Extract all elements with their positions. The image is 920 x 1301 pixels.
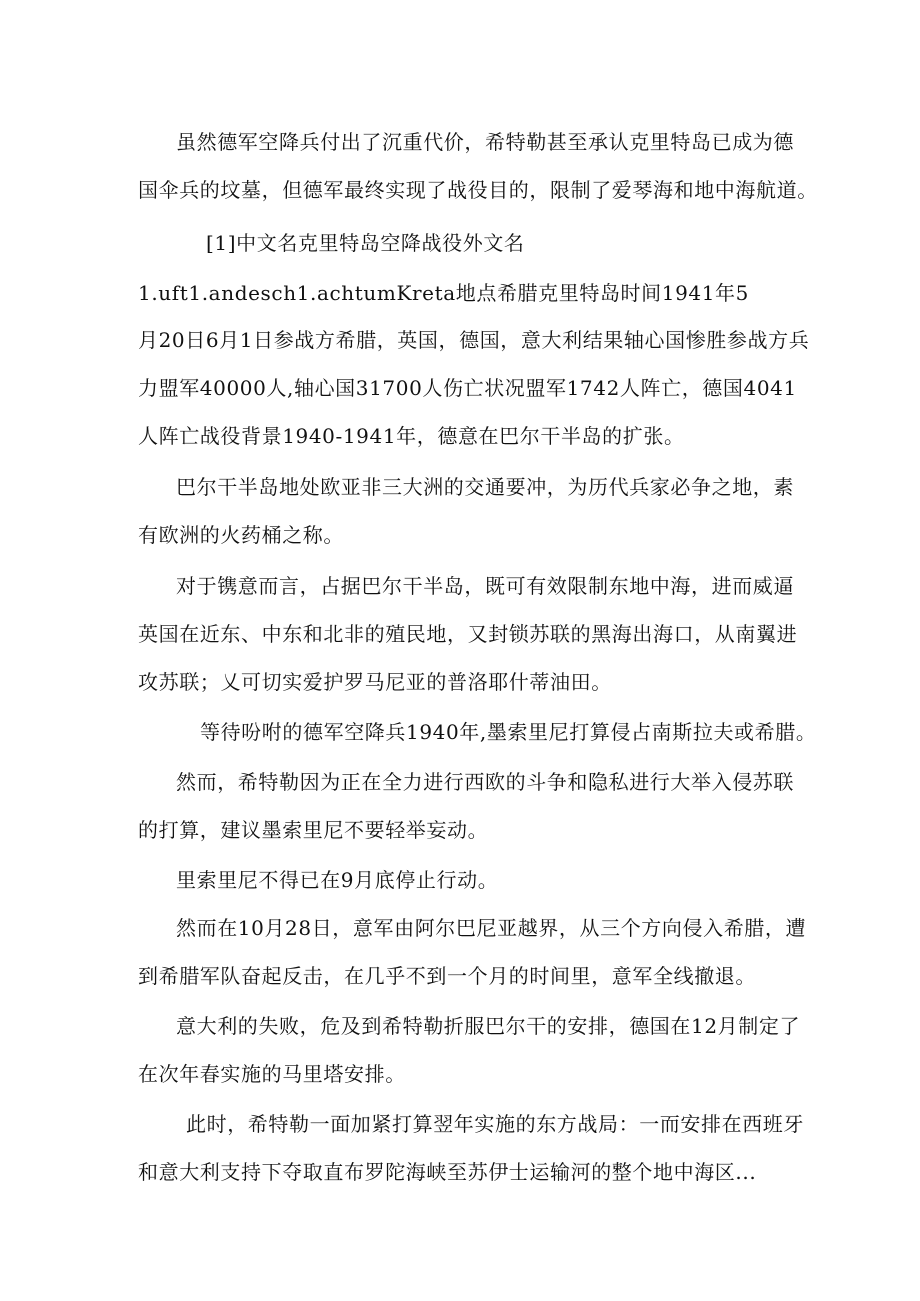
text-line: 然而，希特勒因为正在全力进行西欧的斗争和隐私进行大举入侵苏联 <box>176 770 794 794</box>
text-line: 月20日6月1日参战方希腊，英国，德国，意大利结果轴心国惨胜参战方兵 <box>138 328 810 352</box>
text-line: 在次年春实施的马里塔安排。 <box>138 1062 406 1086</box>
text-line: 人阵亡战役背景1940-1941年，德意在巴尔干半岛的扩张。 <box>138 424 685 448</box>
text-line: 有欧洲的火药桶之称。 <box>138 523 344 547</box>
text-line: 然而在10月28日，意军由阿尔巴尼亚越界，从三个方向侵入希腊，遭 <box>176 916 807 940</box>
text-line: 国伞兵的坟墓，但德军最终实现了战役目的，限制了爱琴海和地中海航道。 <box>138 178 818 202</box>
text-line: 的打算，建议墨索里尼不要轻举妄动。 <box>138 818 489 842</box>
text-line: 对于镌意而言，占据巴尔干半岛，既可有效限制东地中海，进而威逼 <box>176 574 794 598</box>
text-line: 英国在近东、中东和北非的殖民地，又封锁苏联的黑海出海口，从南翼进 <box>138 622 798 646</box>
text-line: 和意大利支持下夺取直布罗陀海峡至苏伊士运输河的整个地中海区... <box>138 1160 757 1184</box>
text-line: 虽然德军空降兵付出了沉重代价，希特勒甚至承认克里特岛已成为德 <box>176 130 794 154</box>
text-line: 此时，希特勒一面加紧打算翌年实施的东方战局：一而安排在西班牙 <box>186 1112 804 1136</box>
text-line: 力盟军40000人,轴心国31700人伤亡状况盟军1742人阵亡，德国4041 <box>138 376 797 400</box>
text-line: 攻苏联；乂可切实爱护罗马尼亚的普洛耶什蒂油田。 <box>138 670 612 694</box>
text-line: 等待吩咐的德军空降兵1940年,墨索里尼打算侵占南斯拉夫或希腊。 <box>200 720 817 744</box>
text-line: 巴尔干半岛地处欧亚非三大洲的交通要冲，为历代兵家必争之地，素 <box>176 475 794 499</box>
text-line: [1]中文名克里特岛空降战役外文名 <box>206 231 525 255</box>
text-line: 意大利的失败，危及到希特勒折服巴尔干的安排，德国在12月制定了 <box>176 1014 801 1038</box>
text-line: 里索里尼不得已在9月底停止行动。 <box>176 868 499 892</box>
text-line: 1.uft1.andesch1.achtumKreta地点希腊克里特岛时间1941年5 <box>138 281 749 305</box>
text-line: 到希腊军队奋起反击，在几乎不到一个月的时间里，意军全线撤退。 <box>138 964 756 988</box>
